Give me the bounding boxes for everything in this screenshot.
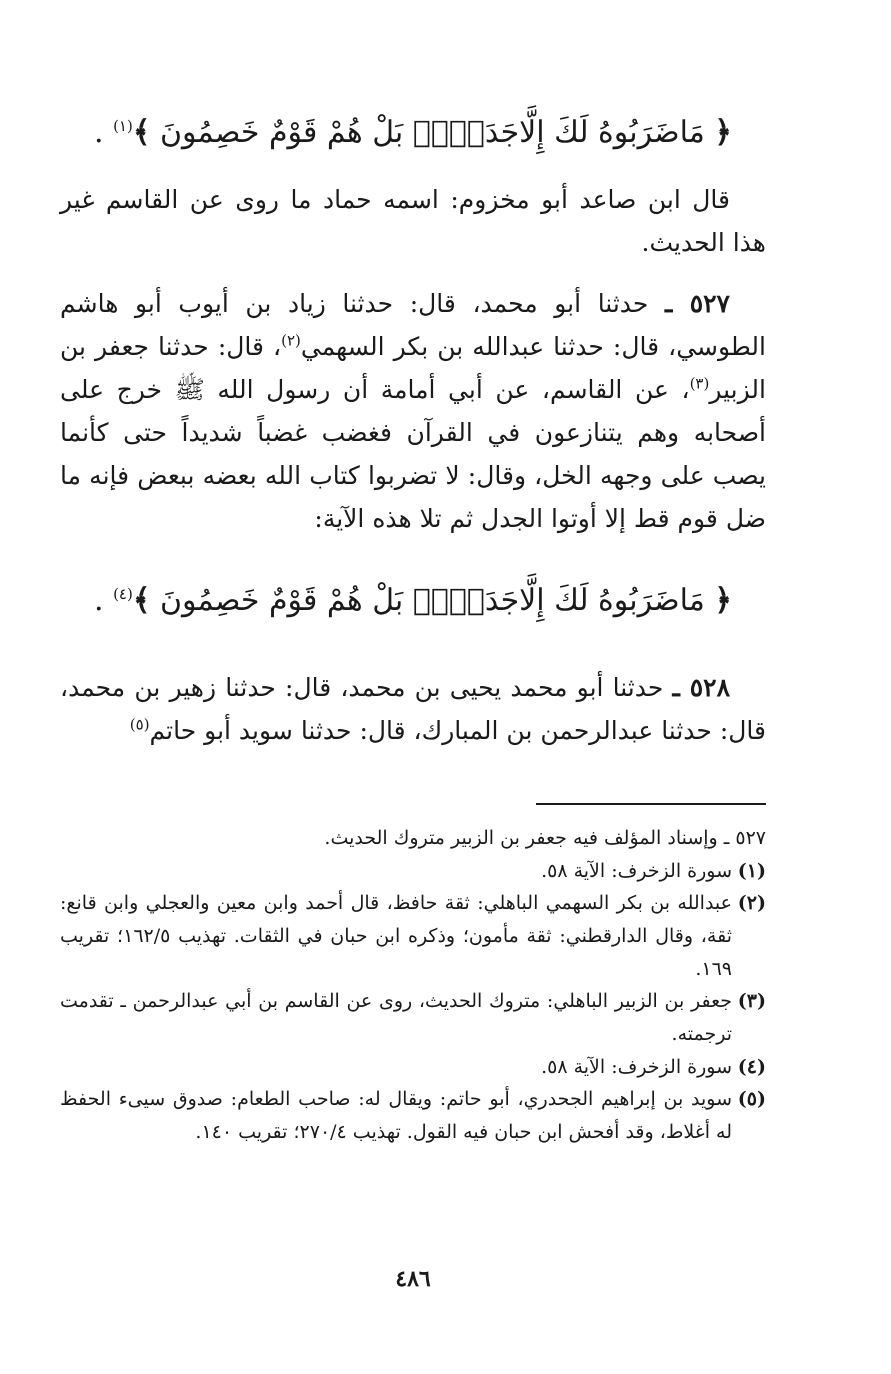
footnote-number: (١): [737, 859, 766, 882]
footnote-separator: [536, 803, 766, 805]
page-number: ٤٨٦: [395, 1266, 431, 1292]
footnote-number: (٣): [737, 990, 766, 1013]
hadith-528: [60, 666, 766, 752]
hadith-527-text-a: حدثنا أبو محمد، قال: حدثنا زياد بن أيوب أبو هاشم الطوسي، قال: حدثنا عبدالله بن بكر السهمي: [60, 289, 766, 361]
footnote-number: (٥): [737, 1088, 766, 1111]
footnote-ref-4[interactable]: (٤): [113, 585, 133, 603]
verse-open-bracket: ﴿: [714, 115, 732, 150]
hadith-527-text-c: ، عن القاسم، عن أبي أمامة أن رسول الله ﷺ خرج على أصحابه وهم يتنازعون في القرآن فغضب غضباً شديداً حتى كأنما يصب على وجهه الخل، وقال: لا تضربوا كتاب الله بعضه ببعض فإنه ما ضل قوم قط إلا أوتوا الجدل ثم تلا هذه الآية:: [60, 375, 766, 533]
footnote-text: عبدالله بن بكر السهمي الباهلي: ثقة حافظ، قال أحمد وابن معين والعجلي وابن قانع: ثقة، وقال الدارقطني: ثقة مأمون؛ وذكره ابن حبان في الثقات. تهذيب ١٦٢/٥؛ تقريب ١٦٩.: [60, 892, 732, 980]
footnote-1: [60, 855, 766, 888]
footnote-text: سويد بن إبراهيم الجحدري، أبو حاتم: ويقال له: صاحب الطعام: صدوق سيىء الحفظ له أغلاط، وقد أفحش ابن حبان فيه القول. تهذيب ٢٧٠/٤؛ تقريب ١٤٠.: [60, 1088, 732, 1144]
footnote-ref-5[interactable]: (٥): [129, 715, 150, 734]
footnote-text: سورة الزخرف: الآية ٥٨.: [541, 1055, 732, 1078]
verse-text: مَاضَرَبُوهُ لَكَ إِلَّاجَدَلَاۢ بَلْ هُمْ قَوْمٌ خَصِمُونَ: [159, 115, 705, 150]
footnote-text: سورة الزخرف: الآية ٥٨.: [541, 859, 732, 882]
verse-end-mark: .: [93, 583, 114, 618]
verse-close-bracket: ﴾: [132, 583, 151, 618]
footnote-text: جعفر بن الزبير الباهلي: متروك الحديث، روى عن القاسم بن أبي عبدالرحمن ـ تقدمت ترجمته.: [60, 990, 732, 1046]
footnote-number: (٢): [737, 892, 766, 915]
footnote-2: [60, 887, 766, 985]
footnote-4: [60, 1051, 766, 1084]
hadith-528-text-a: حدثنا أبو محمد يحيى بن محمد، قال: حدثنا زهير بن محمد، قال: حدثنا عبدالرحمن بن المبارك، قال: حدثنا سويد أبو حاتم: [60, 673, 766, 745]
hadith-number-528: ٥٢٨ ـ: [672, 673, 731, 702]
hadith-527-text-b: ، قال: حدثنا جعفر بن الزبير: [60, 332, 766, 404]
verse-end-mark: .: [93, 115, 114, 150]
paragraph-ibn-saed: قال ابن صاعد أبو مخزوم: اسمه حماد ما روى عن القاسم غير هذا الحديث.: [60, 185, 766, 257]
verse-open-bracket: ﴿: [714, 583, 732, 618]
hadith-number-527: ٥٢٧ ـ: [665, 289, 730, 318]
footnote-3: [60, 985, 766, 1050]
hadith-527: [60, 282, 766, 540]
footnote-number: (٤): [737, 1055, 766, 1078]
footnote-ref-3[interactable]: (٣): [689, 374, 710, 393]
verse-close-bracket: ﴾: [132, 115, 151, 150]
footnote-ref-1[interactable]: (١): [113, 117, 133, 135]
footnote-lead-text: ٥٢٧ ـ وإسناد المؤلف فيه جعفر بن الزبير متروك الحديث.: [324, 827, 766, 849]
footnote-ref-2[interactable]: (٢): [281, 331, 301, 350]
book-page: [60, 100, 766, 1330]
quran-verse-2: [60, 578, 766, 623]
quran-verse-1: [60, 110, 766, 155]
verse-text: مَاضَرَبُوهُ لَكَ إِلَّاجَدَلَاۢ بَلْ هُمْ قَوْمٌ خَصِمُونَ: [159, 583, 705, 618]
footnote-5: [60, 1083, 766, 1148]
footnotes: [60, 822, 766, 1149]
footnote-lead-527: [60, 822, 766, 855]
